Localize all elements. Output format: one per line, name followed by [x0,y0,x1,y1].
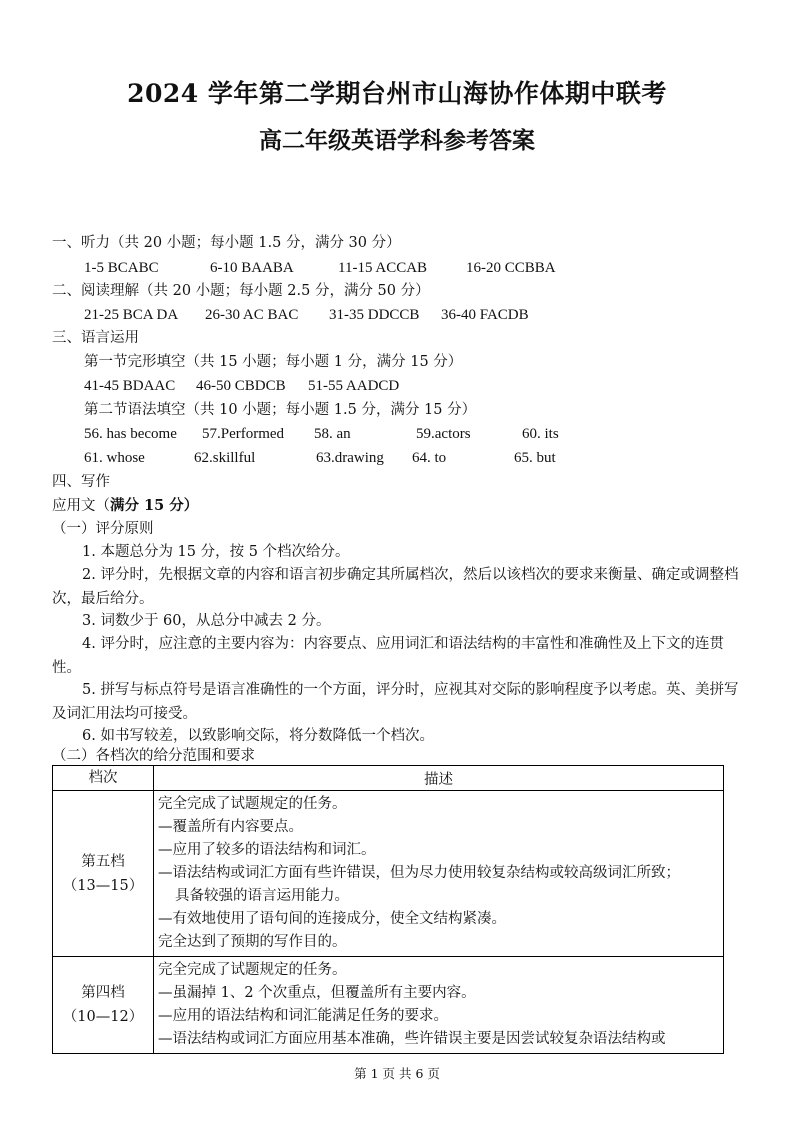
level-name: 第四档 [81,985,125,1001]
description-line: —语法结构或词汇方面有些许错误，但为尽力使用较复杂结构或较高级词汇所致； [158,865,680,881]
answer-item: 65. but [514,450,556,466]
header-description: 描述 [154,766,724,791]
description-line: —语法结构或词汇方面应用基本准确，些许错误主要是因尝试较复杂语法结构或 [158,1031,666,1047]
page-subtitle: 高二年级英语学科参考答案 [259,127,535,154]
table-header-row [53,766,724,791]
cloze-heading: 第一节完形填空（共 15 小题；每小题 1 分，满分 15 分） [84,354,463,370]
header-level: 档次 [53,766,154,791]
description-line: —虽漏掉 1、2 个次重点，但覆盖所有主要内容。 [158,985,476,1001]
description-line: —应用的语法结构和词汇能满足任务的要求。 [158,1008,448,1024]
table-row [53,957,724,1054]
language-heading: 三、语言运用 [52,330,139,346]
description-line: 完全达到了预期的写作目的。 [158,934,347,950]
practical-label: 应用文（ [52,498,110,514]
description-line: —覆盖所有内容要点。 [158,819,303,835]
level-range: （13—15） [62,877,144,894]
levels-heading: （二）各档次的给分范围和要求 [52,748,255,764]
reading-heading: 二、阅读理解（共 20 小题；每小题 2.5 分，满分 50 分） [52,283,430,299]
answer-group: 46-50 CBDCB [196,378,286,394]
description-cell [154,791,724,957]
listening-heading: 一、听力（共 20 小题；每小题 1.5 分，满分 30 分） [52,235,401,251]
answer-group: 36-40 FACDB [441,307,529,323]
level-cell [53,957,154,1054]
answer-group: 11-15 ACCAB [338,260,428,276]
answer-item: 63.drawing [316,450,384,466]
grading-table [52,765,724,1054]
answer-group: 16-20 CCBBA [466,260,556,276]
principle-item: 6. 如书写较差，以致影响交际，将分数降低一个档次。 [82,728,434,744]
page-footer: 第 1 页 共 6 页 [354,1066,440,1081]
answer-item: 61. whose [84,450,145,466]
description-cell [154,957,724,1054]
answer-group: 31-35 DDCCB [329,307,420,323]
description-line: 具备较强的语言运用能力。 [175,888,349,904]
answer-item: 57.Performed [202,426,285,442]
practical-score: 满分 15 分） [110,497,199,514]
level-name: 第五档 [81,853,125,870]
answer-item: 56. has become [84,426,177,442]
answer-group: 51-55 AADCD [308,378,400,394]
page-title: 2024 学年第二学期台州市山海协作体期中联考 [127,79,667,108]
writing-heading: 四、写作 [52,474,110,490]
level-cell [53,791,154,957]
principle-item: 4. 评分时，应注意的主要内容为：内容要点、应用词汇和语法结构的丰富性和准确性及上下文的连贯性。 [52,636,724,676]
answer-item: 64. to [412,450,447,466]
description-line: 完全完成了试题规定的任务。 [158,962,347,978]
description-line: —有效地使用了语句间的连接成分，使全文结构紧凑。 [158,911,506,927]
grammar-heading: 第二节语法填空（共 10 小题；每小题 1.5 分，满分 15 分） [84,402,477,418]
principle-item: 1. 本题总分为 15 分，按 5 个档次给分。 [82,544,350,560]
answer-group: 26-30 AC BAC [205,307,299,323]
answer-group: 21-25 BCA DA [84,307,179,323]
answer-group: 41-45 BDAAC [84,378,176,394]
answer-item: 62.skillful [194,450,256,466]
description-line: —应用了较多的语法结构和词汇。 [158,842,376,858]
principles-heading: （一）评分原则 [52,521,154,537]
table-row [53,791,724,957]
practical-writing-heading [52,496,198,516]
answer-item: 59.actors [416,426,471,442]
principle-item: 5. 拼写与标点符号是语言准确性的一个方面，评分时，应视其对交际的影响程度予以考虑。英、美拼写及词汇用法均可接受。 [52,682,739,722]
answer-item: 58. an [314,426,351,442]
answer-item: 60. its [522,426,559,442]
answer-group: 6-10 BAABA [210,260,294,276]
principle-item: 2. 评分时，先根据文章的内容和语言初步确定其所属档次，然后以该档次的要求来衡量、确定或调整档次，最后给分。 [52,567,739,607]
level-range: （10—12） [62,1009,144,1025]
description-line: 完全完成了试题规定的任务。 [158,796,347,812]
answer-group: 1-5 BCABC [84,260,159,276]
principle-item: 3. 词数少于 60，从总分中减去 2 分。 [82,613,331,629]
